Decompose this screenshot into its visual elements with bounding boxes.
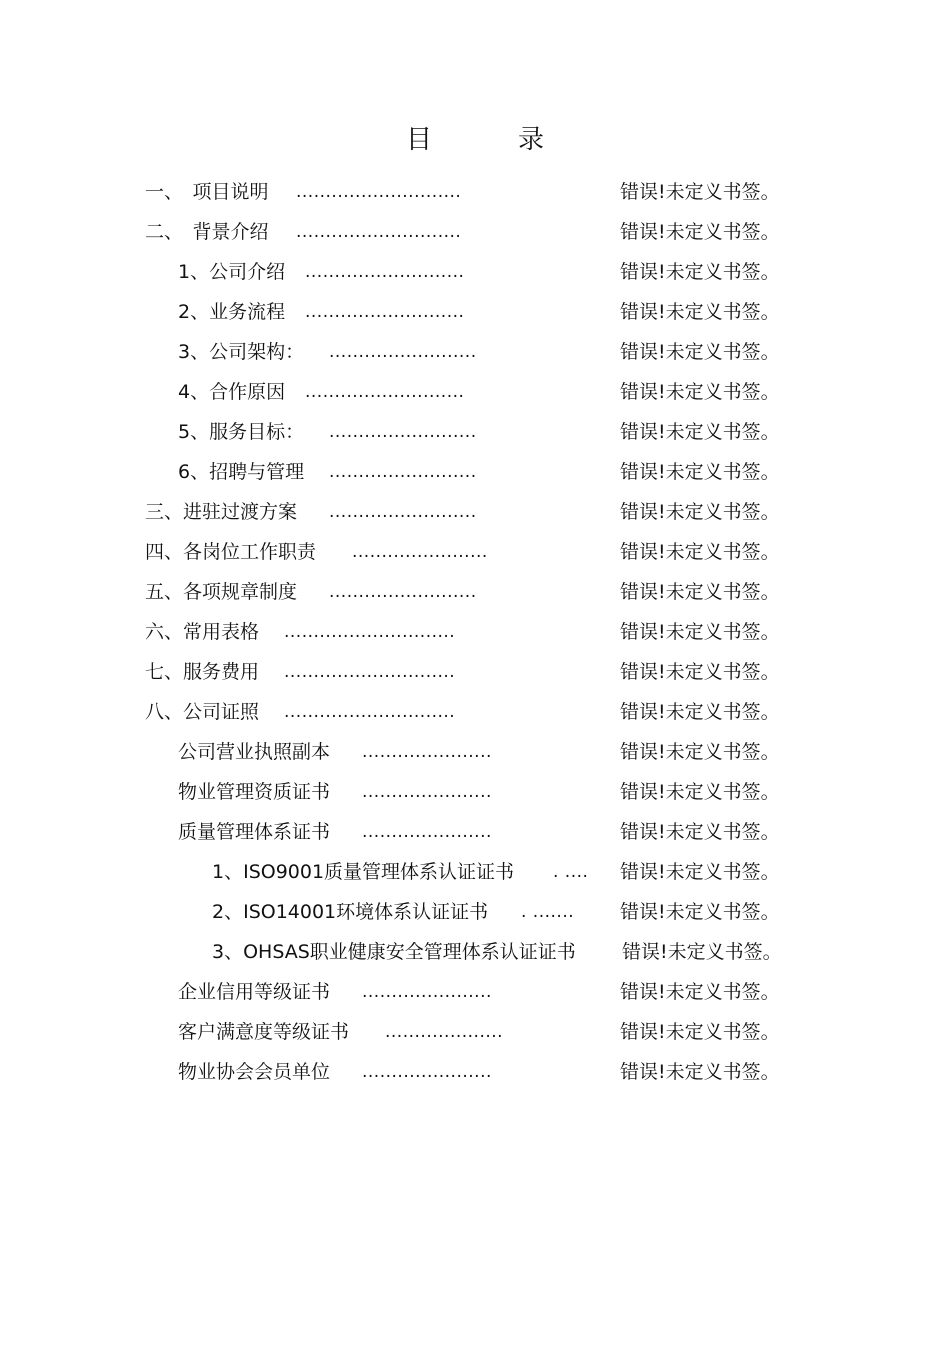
toc-entry[interactable] [0,412,950,452]
toc-leader-dots: ...................... [362,742,492,762]
toc-entry[interactable] [0,492,950,532]
toc-page-ref: 错误!未定义书签。 [620,981,780,1003]
toc-page-ref: 错误!未定义书签。 [620,221,780,243]
toc-leader-dots: ......................... [329,502,477,522]
toc-leader-dots: . .... [553,862,589,882]
toc-entry-label: 三、进驻过渡方案 [145,501,298,523]
toc-entry[interactable] [0,332,950,372]
toc-entry[interactable] [0,772,950,812]
toc-page-ref: 错误!未定义书签。 [620,1061,780,1083]
toc-leader-dots: ...................... [362,982,492,1002]
toc-entry[interactable] [0,292,950,332]
toc-leader-dots: ...................... [362,822,492,842]
toc-entry-label: 六、常用表格 [145,621,260,643]
toc-leader-dots: ............................. [284,662,456,682]
toc-entry-label: 质量管理体系证书 [178,821,331,843]
toc-entry-label: 3、公司架构： [178,341,305,363]
toc-page-ref: 错误!未定义书签。 [620,781,780,803]
toc-leader-dots: ........................... [305,262,465,282]
toc-page-ref: 错误!未定义书签。 [620,501,780,523]
toc-leader-dots: ........................... [305,302,465,322]
toc-page-ref: 错误!未定义书签。 [620,261,780,283]
toc-entry[interactable] [0,452,950,492]
toc-entry[interactable] [0,212,950,252]
toc-entry-label: 5、服务目标： [178,421,305,443]
toc-entry[interactable] [0,852,950,892]
toc-entry[interactable] [0,892,950,932]
toc-entry-label: 4、合作原因 [178,381,286,403]
toc-leader-dots: ...................... [362,1062,492,1082]
toc-leader-dots: ............................ [296,182,462,202]
toc-entry[interactable] [0,372,950,412]
toc-entry[interactable] [0,172,950,212]
toc-title: 目 录 [405,125,574,155]
toc-page-ref: 错误!未定义书签。 [620,1021,780,1043]
toc-entry[interactable] [0,932,950,972]
toc-entry-label: 3、OHSAS职业健康安全管理体系认证证书 [212,941,576,963]
toc-page-ref: 错误!未定义书签。 [620,341,780,363]
toc-list [0,172,950,1092]
toc-page-ref: 错误!未定义书签。 [620,621,780,643]
toc-leader-dots: ......................... [329,342,477,362]
toc-entry[interactable] [0,572,950,612]
toc-entry-label: 七、服务费用 [145,661,260,683]
toc-leader-dots: ............................. [284,622,456,642]
toc-entry-label: 二、 背景介绍 [145,221,269,243]
toc-entry[interactable] [0,812,950,852]
toc-leader-dots: ......................... [329,462,477,482]
toc-page-ref: 错误!未定义书签。 [620,821,780,843]
toc-page-ref: 错误!未定义书签。 [620,461,780,483]
toc-entry-label: 客户满意度等级证书 [178,1021,350,1043]
toc-page-ref: 错误!未定义书签。 [620,901,780,923]
toc-entry[interactable] [0,1012,950,1052]
toc-page-ref: 错误!未定义书签。 [620,181,780,203]
toc-page-ref: 错误!未定义书签。 [620,381,780,403]
toc-page-ref: 错误!未定义书签。 [620,661,780,683]
toc-page-ref: 错误!未定义书签。 [620,741,780,763]
toc-leader-dots: ......................... [329,422,477,442]
toc-leader-dots: .................... [385,1022,504,1042]
toc-entry[interactable] [0,972,950,1012]
toc-entry[interactable] [0,1052,950,1092]
toc-page-ref: 错误!未定义书签。 [620,541,780,563]
toc-leader-dots: . ....... [521,902,575,922]
toc-entry-label: 五、各项规章制度 [145,581,298,603]
toc-entry-label: 物业协会会员单位 [178,1061,331,1083]
toc-entry-label: 四、各岗位工作职责 [145,541,317,563]
toc-entry-label: 一、 项目说明 [145,181,269,203]
toc-entry-label: 2、业务流程 [178,301,286,323]
toc-entry-label: 2、ISO14001环境体系认证证书 [212,901,489,923]
toc-page-ref: 错误!未定义书签。 [620,581,780,603]
toc-leader-dots: ............................. [284,702,456,722]
toc-entry-label: 1、ISO9001质量管理体系认证证书 [212,861,515,883]
toc-page-ref: 错误!未定义书签。 [622,941,782,963]
toc-leader-dots: ............................ [296,222,462,242]
toc-entry[interactable] [0,532,950,572]
toc-entry[interactable] [0,652,950,692]
toc-entry[interactable] [0,612,950,652]
toc-leader-dots: ......................... [329,582,477,602]
toc-leader-dots: ........................... [305,382,465,402]
toc-page-ref: 错误!未定义书签。 [620,701,780,723]
toc-entry-label: 公司营业执照副本 [178,741,331,763]
toc-entry[interactable] [0,732,950,772]
toc-page-ref: 错误!未定义书签。 [620,421,780,443]
toc-entry-label: 1、公司介绍 [178,261,286,283]
toc-entry[interactable] [0,252,950,292]
toc-entry-label: 物业管理资质证书 [178,781,331,803]
toc-entry-label: 八、公司证照 [145,701,260,723]
toc-leader-dots: ...................... [362,782,492,802]
toc-page-ref: 错误!未定义书签。 [620,301,780,323]
toc-entry-label: 6、招聘与管理 [178,461,305,483]
toc-leader-dots: ....................... [352,542,488,562]
toc-entry[interactable] [0,692,950,732]
toc-entry-label: 企业信用等级证书 [178,981,331,1003]
toc-page-ref: 错误!未定义书签。 [620,861,780,883]
